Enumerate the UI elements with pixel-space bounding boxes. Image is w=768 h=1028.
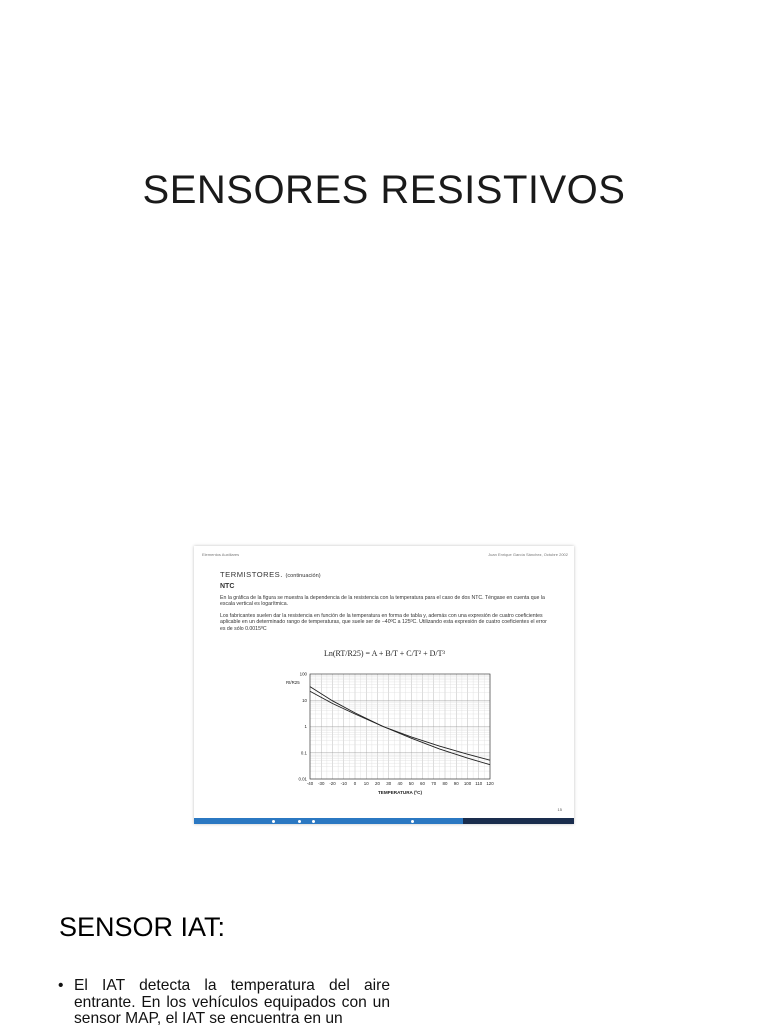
slide-header [202,552,568,557]
chart-xlabel: TEMPERATURA (ºC) [377,790,423,795]
y-tick-label: 10 [302,697,307,703]
y-tick-label: 100 [299,671,307,677]
ntc-chart [282,670,502,798]
bullet-item [58,978,390,1028]
slide-marker-dot [272,820,275,823]
slide-body [220,570,550,637]
slide-subheading: NTC [220,583,235,590]
slide-bar-remainder [463,818,574,824]
x-tick-label: 90 [453,781,459,786]
x-tick-label: 0 [353,781,357,786]
slide-marker-dot [411,820,414,823]
slide-paragraph-2: Los fabricantes suelen dar la resistencia en función de la temperatura en forma de tabla y, además con una expresión de cuatro coeficientes aplicable en un determinado rango de temperaturas, que suele ser de −40ºC a 125ºC. Utilizando esta expresión de cuatro coeficientes el error es de sólo 0.0015ºC [220,612,547,632]
x-tick-label: -40 [306,781,314,786]
x-tick-label: -20 [329,781,336,786]
slide-page-number: 15 [557,807,562,812]
x-tick-label: 110 [475,781,483,786]
slide-heading-cont: (continuación) [285,573,321,579]
x-tick-label: 20 [375,781,380,786]
embedded-slide [194,546,574,824]
x-tick-label: 70 [431,781,437,786]
bullet-dot: • [58,977,64,994]
x-tick-label: 80 [442,781,448,786]
y-tick-label: 0.01 [298,776,307,782]
slide-paragraph-1: En la gráfica de la figura se muestra la dependencia de la resistencia con la temperatura para el caso de dos NTC. Téngase en cuenta que la escala vertical es logarítmica. [220,595,545,608]
chart-ylabel: Rt/R25 [286,680,300,685]
x-tick-label: 120 [486,781,494,786]
slide-heading-main: TERMISTORES. [220,570,283,579]
bullet-text: El IAT detecta la temperatura del aire entrante. En los vehículos equipados con un sensor MAP, el IAT se encuentra en un [74,977,390,1027]
slide-marker-dot [312,820,315,823]
x-tick-label: 40 [397,781,403,786]
x-tick-label: 60 [420,781,425,786]
slide-progress-bar [194,818,574,824]
x-tick-label: -10 [340,781,347,786]
chart-ticks [298,672,494,787]
slide-formula: Ln(RT/R25) = A + B/T + C/T² + D/T³ [324,649,445,658]
chart-grid [310,674,490,779]
slide-marker-dot [298,820,301,823]
x-tick-label: -30 [318,781,325,786]
slide-header-left: Elementos Auxiliares [202,552,240,557]
slide-header-right: Juan Enrique García Sánchez, Octubre 2002 [488,552,568,557]
section-heading: SENSOR IAT: [59,912,226,942]
y-tick-label: 0.1 [300,750,307,756]
x-tick-label: 50 [408,781,414,786]
x-tick-label: 100 [463,781,472,786]
x-tick-label: 30 [386,781,392,786]
y-tick-label: 1 [304,724,307,729]
slide-heading [220,570,550,579]
page-title: SENSORES RESISTIVOS [142,168,626,212]
x-tick-label: 10 [363,781,369,786]
